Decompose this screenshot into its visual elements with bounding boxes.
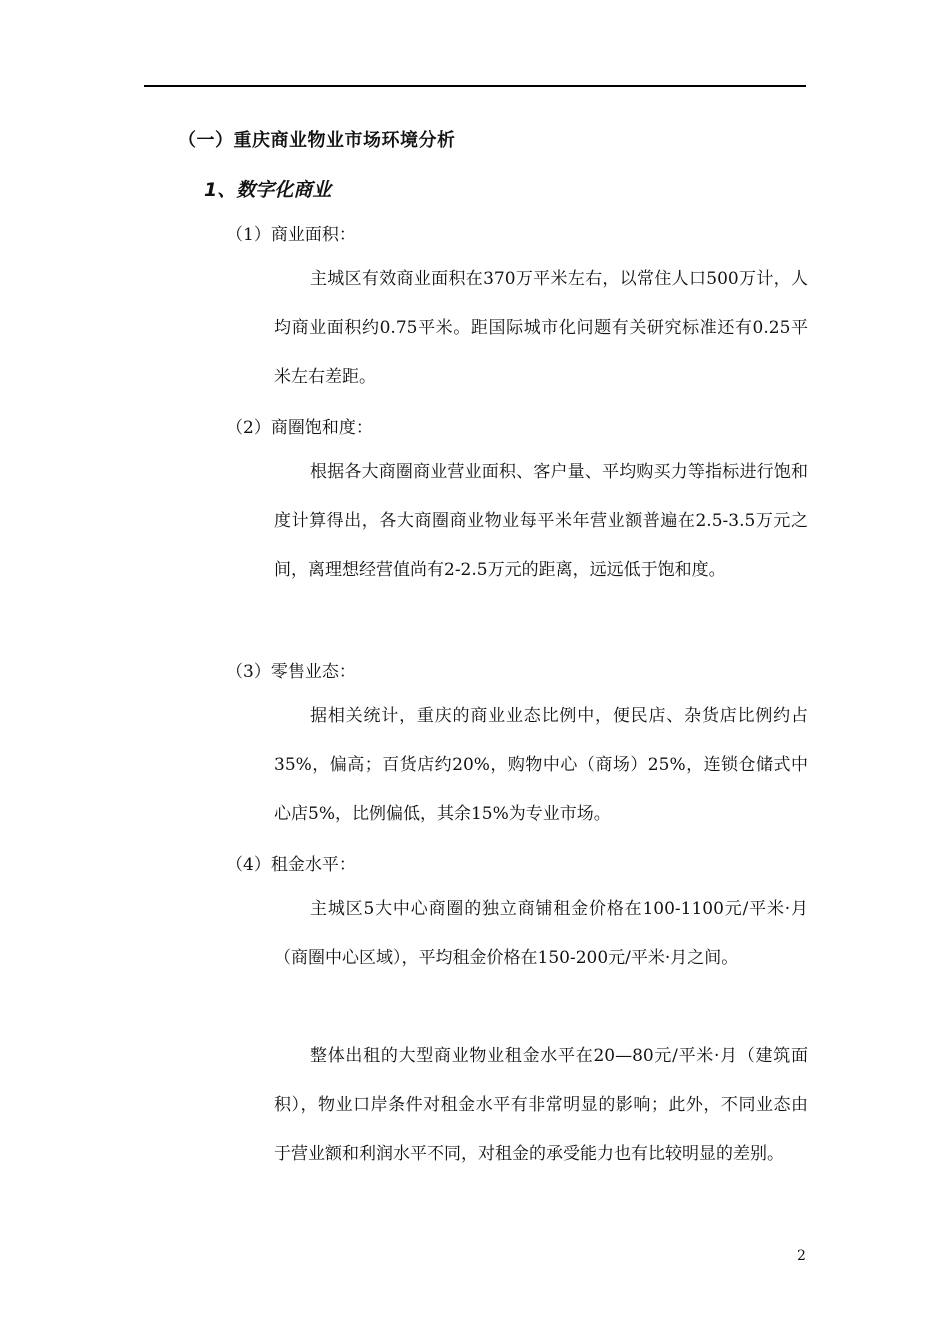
item-heading-saturation: （2）商圈饱和度：: [226, 418, 373, 438]
paragraph-rent-1: 主城区5大中心商圈的独立商铺租金价格在100-1100元/平米·月（商圈中心区域），平均租金价格在150-200元/平米·月之间。: [274, 899, 808, 968]
page-number: 2: [797, 1248, 806, 1264]
subsection-title: 1、数字化商业: [204, 179, 332, 201]
paragraph-saturation: 根据各大商圈商业营业面积、客户量、平均购买力等指标进行饱和度计算得出，各大商圈商业物业每平米年营业额普遍在2.5-3.5万元之间，离理想经营值尚有2-2.5万元的距离，远远低于饱和度。: [274, 462, 808, 580]
item-heading-area: （1）商业面积：: [226, 225, 356, 245]
paragraph-retail: 据相关统计，重庆的商业业态比例中，便民店、杂货店比例约占35%，偏高；百货店约20%，购物中心（商场）25%，连锁仓储式中心店5%，比例偏低，其余15%为专业市场。: [274, 706, 808, 824]
paragraph-area: 主城区有效商业面积在370万平米左右，以常住人口500万计，人均商业面积约0.75平米。距国际城市化问题有关研究标准还有0.25平米左右差距。: [274, 269, 808, 387]
header-rule: [144, 85, 806, 87]
section-title: （一）重庆商业物业市场环境分析: [178, 130, 456, 151]
paragraph-rent-2: 整体出租的大型商业物业租金水平在20—80元/平米·月（建筑面积），物业口岸条件对租金水平有非常明显的影响；此外，不同业态由于营业额和利润水平不同，对租金的承受能力也有比较明显的差别。: [274, 1046, 808, 1164]
item-heading-retail: （3）零售业态：: [226, 662, 356, 682]
item-heading-rent: （4）租金水平：: [226, 855, 356, 875]
